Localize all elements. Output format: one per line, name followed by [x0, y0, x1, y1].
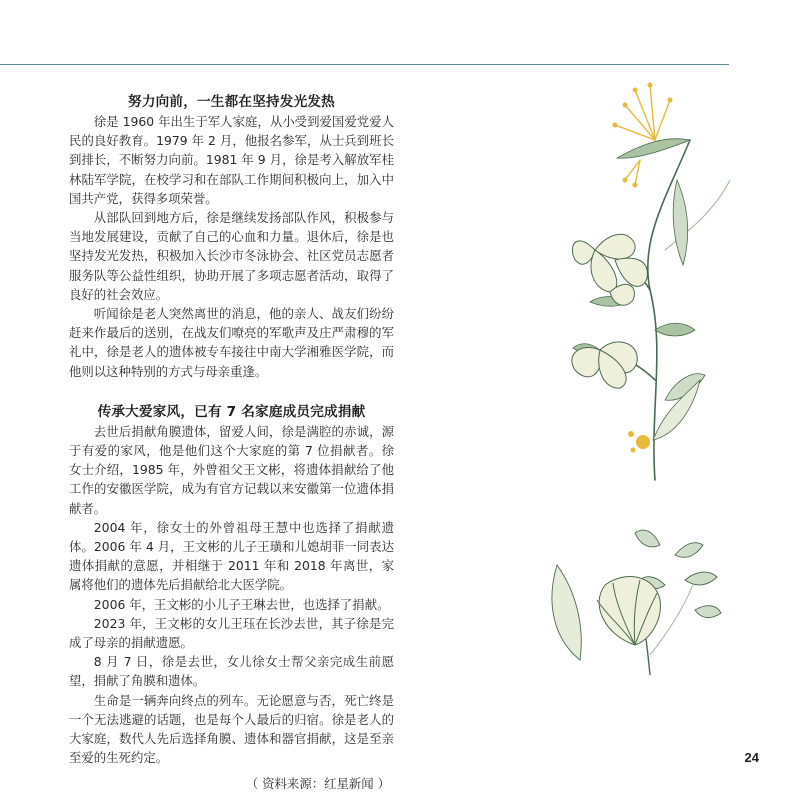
header-rule — [0, 64, 729, 65]
floral-illustration-top — [555, 80, 755, 490]
yellow-dots — [628, 431, 650, 453]
article-body — [69, 92, 394, 793]
flower-cup — [572, 342, 637, 388]
floral-illustration-bottom — [535, 525, 735, 675]
leaves — [573, 139, 705, 440]
paragraph: 2004 年，徐女士的外曾祖母王慧中也选择了捐献遗体。2006 年 4 月，王文彬的儿子王璜和儿媳胡菲一同表达遗体捐献的意愿，并相继于 2011 年和 2018 年离世，家属将他们的遗体先后捐献给北大医学院。 — [69, 519, 394, 593]
paragraph: 8 月 7 日，徐是去世，女儿徐女士帮父亲完成生前愿望，捐献了角膜和遗体。 — [69, 654, 394, 689]
section-2 — [69, 402, 394, 768]
section-heading: 努力向前，一生都在坚持发光发热 — [128, 94, 335, 110]
paragraph: 徐是 1960 年出生于军人家庭，从小受到爱国爱党爱人民的良好教育。1979 年 2 月，他报名参军，从士兵到班长到排长，不断努力向前。1981 年 9 月，徐是考入解放军桂林陆军学院，在校学习和在部队工作期间积极向上，加入中国共产党，获得多项荣誉。 — [69, 114, 394, 206]
section-1 — [69, 92, 394, 381]
paragraph: 2006 年，王文彬的小儿子王琳去世，也选择了捐献。 — [93, 596, 390, 612]
paragraph: 听闻徐是老人突然离世的消息，他的亲人、战友们纷纷赶来作最后的送别，在战友们嘹亮的军歌声及庄严肃穆的军礼中，徐是老人的遗体被专车接往中南大学湘雅医学院，而他则以这种特别的方式与母亲重逢。 — [69, 306, 394, 379]
paragraph: 去世后捐献角膜遗体，留爱人间，徐是满腔的赤诚，源于有爱的家风，他是他们这个大家庭的第 7 位捐献者。徐女士介绍，1985 年，外曾祖父王文彬，将遗体捐献给了他工作的安徽医学院，成为有官方记载以来安徽第一位遗体捐献者。 — [69, 423, 394, 516]
paragraph: 2023 年，王文彬的女儿王珏在长沙去世，其子徐是完成了母亲的捐献遗愿。 — [69, 615, 394, 651]
source-credit: （ 资料来源：红星新闻 ） — [245, 775, 390, 791]
page-number: 24 — [744, 750, 759, 765]
yellow-sprig — [615, 85, 670, 185]
flower-bloom — [572, 234, 647, 305]
ginkgo-flower — [597, 577, 660, 645]
paragraph: 生命是一辆奔向终点的列车。无论愿意与否，死亡终是一个无法逃避的话题，也是每个人最后的归宿。徐是老人的大家庭，数代人先后选择角膜、遗体和器官捐献，这是至亲至爱的生死约定。 — [69, 692, 394, 766]
paragraph: 从部队回到地方后，徐是继续发扬部队作风，积极参与当地发展建设，贡献了自己的心血和力量。退休后，徐是也坚持发光发热，积极加入长沙市冬泳协会、社区党员志愿者服务队等公益性组织，协助开展了多项志愿者活动，取得了良好的社会效应。 — [69, 210, 394, 302]
section-heading: 传承大爱家风，已有 7 名家庭成员完成捐献 — [97, 403, 366, 420]
